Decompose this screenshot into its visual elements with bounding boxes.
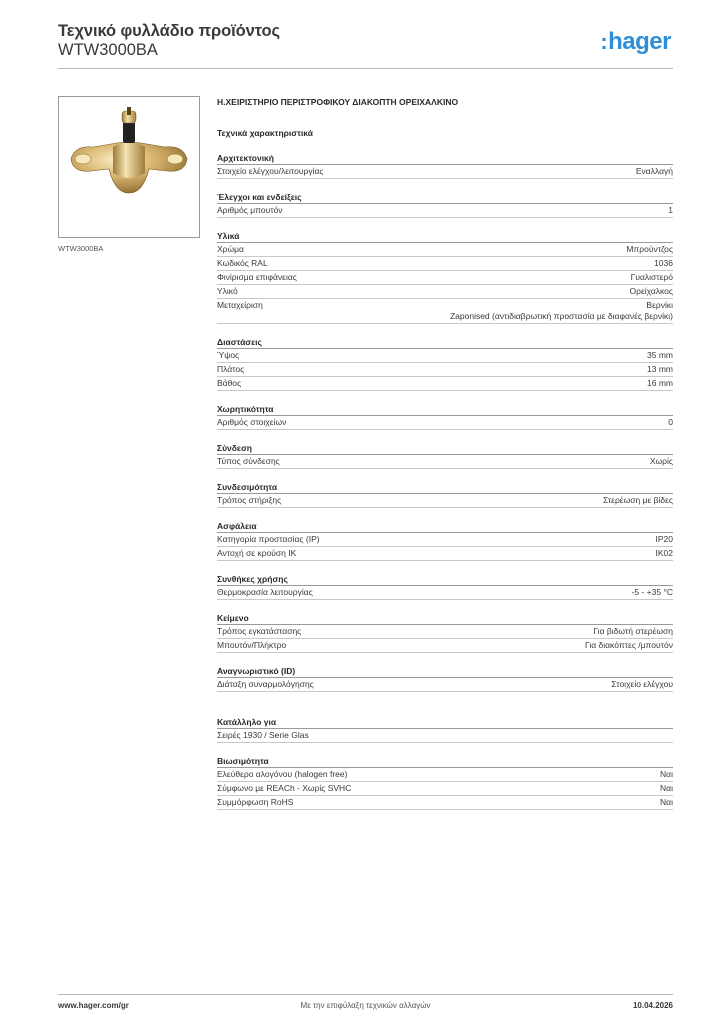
spec-row	[217, 533, 673, 547]
spec-section	[217, 442, 673, 469]
spec-section	[217, 573, 673, 600]
spec-value-line: Εναλλαγή	[635, 166, 673, 176]
spec-section	[217, 520, 673, 561]
spec-value-line: 1	[668, 205, 673, 215]
page-title: Τεχνικό φυλλάδιο προϊόντος	[58, 22, 280, 40]
section-title: Κατάλληλο για	[217, 716, 673, 729]
spec-section	[217, 665, 673, 692]
spec-row	[217, 377, 673, 391]
product-code: WTW3000BA	[58, 41, 158, 59]
spec-value-line: -5 - +35 °C	[631, 587, 673, 597]
spec-value	[654, 258, 673, 269]
spec-value	[668, 205, 673, 216]
spec-value-line: 16 mm	[647, 378, 673, 388]
spec-label: Κωδικός RAL	[217, 258, 268, 268]
spec-label: Θερμοκρασία λειτουργίας	[217, 587, 313, 597]
spec-row	[217, 165, 673, 179]
page-footer	[58, 994, 673, 1014]
spec-section	[217, 152, 673, 179]
spec-label: Φινίρισμα επιφάνειας	[217, 272, 297, 282]
spec-section	[217, 612, 673, 653]
section-title: Σύνδεση	[217, 442, 673, 455]
section-title: Διαστάσεις	[217, 336, 673, 349]
spec-value-line: Ναι	[660, 797, 673, 807]
spec-value	[636, 166, 673, 177]
spec-row	[217, 299, 673, 324]
spec-value	[626, 244, 673, 255]
spec-label: Ελεύθερο αλογόνου (halogen free)	[217, 769, 348, 779]
spec-row	[217, 586, 673, 600]
header-divider	[58, 68, 673, 69]
spec-label: Χρώμα	[217, 244, 244, 254]
spec-label: Ύψος	[217, 350, 240, 360]
spec-value	[593, 626, 673, 637]
spec-value	[603, 495, 673, 506]
product-image	[58, 96, 200, 238]
spec-row	[217, 782, 673, 796]
spec-row	[217, 257, 673, 271]
spec-value	[668, 417, 673, 428]
spec-value	[660, 769, 673, 780]
product-name: Η.ΧΕΙΡΙΣΤΗΡΙΟ ΠΕΡΙΣΤΡΟΦΙΚΟΥ ΔΙΑΚΟΠΤΗ ΟΡΕΙΧΑΛΚΙΝΟ	[217, 97, 459, 107]
spec-label: Σειρές 1930 / Serie Glas	[217, 730, 309, 740]
spec-row	[217, 363, 673, 377]
spec-value-line: 35 mm	[647, 350, 673, 360]
spec-value-line: Χωρίς	[649, 456, 673, 466]
spec-value-line: IK02	[655, 548, 673, 558]
section-title: Αναγνωριστικό (ID)	[217, 665, 673, 678]
section-title: Αρχιτεκτονική	[217, 152, 673, 165]
spec-value	[647, 350, 673, 361]
footer-website[interactable]: www.hager.com/gr	[58, 1001, 129, 1010]
spec-value-line: Στερέωση με βίδες	[602, 495, 673, 505]
spec-row	[217, 285, 673, 299]
spec-section	[217, 716, 673, 743]
spec-label: Αντοχή σε κρούση IK	[217, 548, 297, 558]
spec-label: Διάταξη συναρμολόγησης	[217, 679, 314, 689]
spec-section	[217, 230, 673, 324]
spec-row	[217, 768, 673, 782]
logo-mark-icon: :	[600, 29, 608, 54]
spec-section	[217, 481, 673, 508]
spec-value-line: Για βιδωτή στερέωση	[593, 626, 673, 636]
spec-value-line: Βερνίκι	[646, 300, 673, 310]
spec-row	[217, 204, 673, 218]
image-caption: WTW3000BA	[58, 244, 104, 253]
spec-value	[632, 587, 673, 598]
spec-value-line: Ναι	[660, 769, 673, 779]
spec-section	[217, 403, 673, 430]
spec-label: Πλάτος	[217, 364, 245, 374]
spec-label: Αριθμός μπουτόν	[217, 205, 283, 215]
section-title: Ασφάλεια	[217, 520, 673, 533]
spec-value	[631, 272, 673, 283]
spec-content	[217, 96, 673, 810]
spec-label: Σύμφωνο με REACh - Χωρίς SVHC	[217, 783, 352, 793]
spec-label: Κατηγορία προστασίας (IP)	[217, 534, 320, 544]
spec-row	[217, 349, 673, 363]
section-title: Βιωσιμότητα	[217, 755, 673, 768]
spec-row	[217, 243, 673, 257]
spec-value-line: Γυαλιστερό	[630, 272, 673, 282]
spec-value-line: Ορείχαλκος	[629, 286, 673, 296]
hager-logo	[600, 28, 671, 56]
spec-row	[217, 271, 673, 285]
spec-row	[217, 678, 673, 692]
spec-heading: Τεχνικά χαρακτηριστικά	[217, 128, 313, 138]
spec-value-line: Ναι	[660, 783, 673, 793]
product-photo-icon	[59, 97, 199, 237]
page-header	[58, 22, 673, 60]
spec-row	[217, 796, 673, 810]
spec-label: Αριθμός στοιχείων	[217, 417, 287, 427]
spec-value	[647, 378, 673, 389]
spec-value-line: Για διακόπτες /μπουτόν	[585, 640, 673, 650]
spec-value-line: 13 mm	[647, 364, 673, 374]
spec-value	[660, 797, 673, 808]
spec-value-line: Στοιχείο ελέγχου	[611, 679, 673, 689]
section-title: Υλικά	[217, 230, 673, 243]
spec-sections	[217, 152, 673, 810]
spec-label: Μεταχείριση	[217, 300, 263, 310]
spec-row	[217, 639, 673, 653]
spec-label: Τύπος σύνδεσης	[217, 456, 280, 466]
spec-value	[630, 286, 674, 297]
section-title: Συνθήκες χρήσης	[217, 573, 673, 586]
spec-label: Στοιχείο ελέγχου/λειτουργίας	[217, 166, 324, 176]
logo-text: hager	[608, 28, 671, 55]
section-title: Χωρητικότητα	[217, 403, 673, 416]
spec-label: Υλικό	[217, 286, 238, 296]
spec-section	[217, 191, 673, 218]
spec-value	[647, 364, 673, 375]
spec-section	[217, 755, 673, 810]
spec-row	[217, 416, 673, 430]
spec-value	[585, 640, 673, 651]
spec-row	[217, 625, 673, 639]
section-title: Συνδεσιμότητα	[217, 481, 673, 494]
spec-label: Μπουτόν/Πλήκτρο	[217, 640, 287, 650]
spec-value	[650, 456, 673, 467]
spec-row	[217, 455, 673, 469]
spec-value-line: Μπρούντζος	[626, 244, 673, 254]
spec-value-line: IP20	[655, 534, 673, 544]
spec-label: Τρόπος στήριξης	[217, 495, 282, 505]
spec-value	[656, 534, 674, 545]
spec-value-line: Zaponised (αντιδιαβρωτική προστασία με διαφανές βερνίκι)	[449, 311, 673, 321]
spec-label: Τρόπος εγκατάστασης	[217, 626, 302, 636]
spec-section	[217, 336, 673, 391]
spec-label: Συμμόρφωση RoHS	[217, 797, 294, 807]
spec-label: Βάθος	[217, 378, 242, 388]
spec-value	[660, 783, 673, 794]
section-title: Κείμενο	[217, 612, 673, 625]
footer-date: 10.04.2026	[632, 1001, 673, 1010]
section-title: Έλεγχοι και ενδείξεις	[217, 191, 673, 204]
spec-row	[217, 729, 673, 743]
spec-row	[217, 494, 673, 508]
spec-value	[611, 679, 673, 690]
spec-value	[450, 300, 673, 322]
spec-value-line: 1036	[654, 258, 673, 268]
spec-value	[656, 548, 674, 559]
spec-value-line: 0	[668, 417, 673, 427]
footer-notice: Με την επιφύλαξη τεχνικών αλλαγών	[300, 1001, 431, 1010]
spec-row	[217, 547, 673, 561]
